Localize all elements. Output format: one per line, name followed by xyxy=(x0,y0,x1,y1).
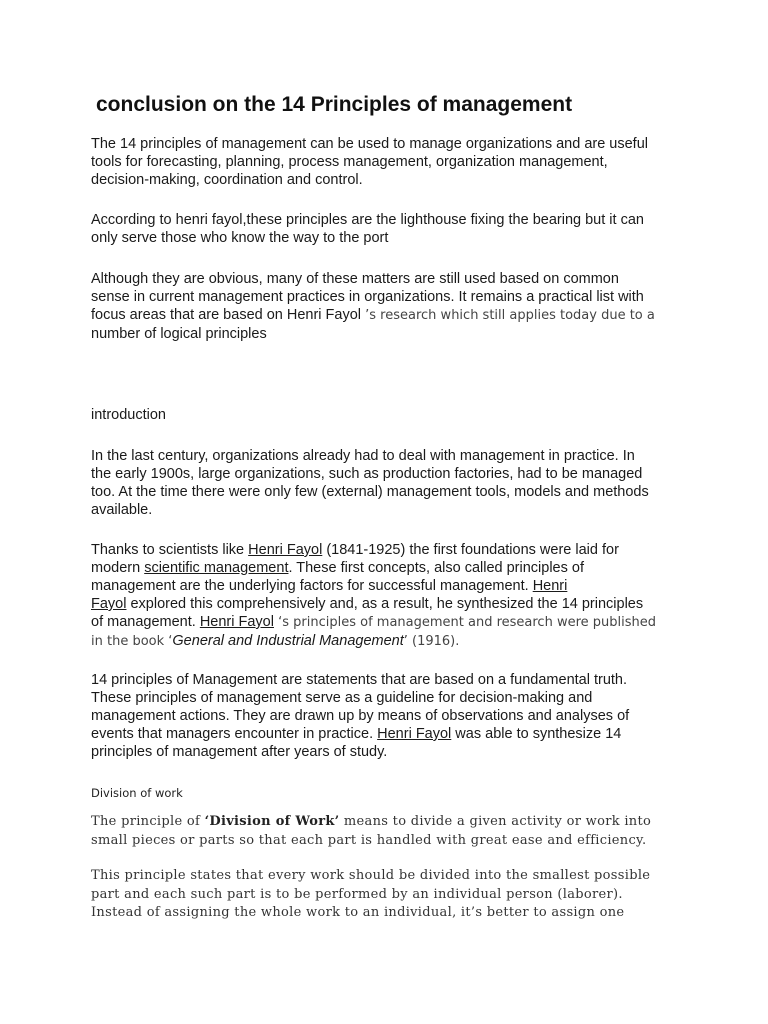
text-segment: means to divide a given activity or work into xyxy=(339,814,652,829)
text-line: management actions. They are drawn up by means of observations and analyses of xyxy=(91,708,630,724)
text-line xyxy=(91,813,681,832)
division-of-work-heading: Division of work xyxy=(91,786,183,800)
text-line: principles of management after years of study. xyxy=(91,744,388,760)
conclusion-paragraph-3 xyxy=(91,270,691,343)
text-line: tools for forecasting, planning, process management, organization management, xyxy=(91,154,608,170)
text-line: available. xyxy=(91,502,153,518)
text-segment: . These first concepts, also called principles of xyxy=(288,560,584,576)
text-line: part and each such part is to be performed by an individual person (laborer). xyxy=(91,886,623,902)
text-segment: modern xyxy=(91,560,145,576)
text-line: Instead of assigning the whole work to an individual, it’s better to assign one xyxy=(91,905,625,920)
text-line: only serve those who know the way to the port xyxy=(91,230,389,246)
henri-fayol-link[interactable]: Henri Fayol xyxy=(199,614,274,630)
text-line xyxy=(91,595,691,613)
intro-paragraph-2 xyxy=(91,541,691,651)
text-line xyxy=(91,577,691,595)
book-title: General and Industrial Management xyxy=(172,633,404,649)
text-segment: focus areas that are based on Henri Fayol xyxy=(91,307,362,323)
henri-fayol-link[interactable]: Henri Fayol xyxy=(377,726,452,742)
bold-term: ‘Division of Work’ xyxy=(204,814,340,829)
text-segment: was able to synthesize 14 xyxy=(451,726,622,742)
page-title: conclusion on the 14 Principles of management xyxy=(96,93,573,116)
conclusion-paragraph-2 xyxy=(91,211,691,247)
henri-fayol-link[interactable]: Henri xyxy=(532,578,568,594)
text-line: decision-making, coordination and control. xyxy=(91,172,363,188)
text-segment: events that managers encounter in practice. xyxy=(91,726,378,742)
text-line: sense in current management practices in organizations. It remains a practical list with xyxy=(91,289,644,305)
text-segment: (1841-1925) the first foundations were laid for xyxy=(322,542,619,558)
text-segment: explored this comprehensively and, as a result, he synthesized the 14 principles xyxy=(126,596,644,612)
text-line: According to henri fayol,these principles are the lighthouse fixing the bearing but it can xyxy=(91,212,644,228)
text-segment: Thanks to scientists like xyxy=(91,542,249,558)
text-line xyxy=(91,541,691,559)
text-line: too. At the time there were only few (external) management tools, models and methods xyxy=(91,484,649,500)
scientific-management-link[interactable]: scientific management xyxy=(144,560,289,576)
text-line xyxy=(91,613,691,632)
division-paragraph-2 xyxy=(91,867,681,923)
henri-fayol-link[interactable]: Henri Fayol xyxy=(248,542,323,558)
text-line: the early 1900s, large organizations, such as production factories, had to be managed xyxy=(91,466,643,482)
text-segment: The principle of xyxy=(91,814,205,829)
text-line xyxy=(91,559,691,577)
text-line: number of logical principles xyxy=(91,326,267,342)
text-line: The 14 principles of management can be used to manage organizations and are useful xyxy=(91,136,648,152)
conclusion-paragraph-1 xyxy=(91,135,691,189)
intro-paragraph-1 xyxy=(91,447,691,519)
text-line: 14 principles of Management are statements that are based on a fundamental truth. xyxy=(91,672,628,688)
text-line: In the last century, organizations already had to deal with management in practice. In xyxy=(91,448,635,464)
text-line xyxy=(91,306,691,325)
text-segment: ‘s principles of management and research were published xyxy=(273,615,657,630)
text-segment: ’ (1916). xyxy=(403,634,460,649)
text-line: These principles of management serve as a guideline for decision-making and xyxy=(91,690,593,706)
text-line xyxy=(91,632,691,651)
henri-fayol-link[interactable]: Fayol xyxy=(91,596,127,612)
introduction-heading: introduction xyxy=(91,407,166,423)
text-segment: in the book ‘ xyxy=(91,634,173,649)
text-line: small pieces or parts so that each part is handled with great ease and efficiency. xyxy=(91,832,647,848)
text-segment: ’s research which still applies today due to a xyxy=(361,308,655,323)
text-line xyxy=(91,725,691,743)
intro-paragraph-3 xyxy=(91,671,691,761)
text-segment: management are the underlying factors for successful management. xyxy=(91,578,533,594)
text-line: This principle states that every work should be divided into the smallest possible xyxy=(91,868,651,883)
text-line: Although they are obvious, many of these matters are still used based on common xyxy=(91,271,619,287)
division-paragraph-1 xyxy=(91,813,681,850)
text-segment: of management. xyxy=(91,614,200,630)
